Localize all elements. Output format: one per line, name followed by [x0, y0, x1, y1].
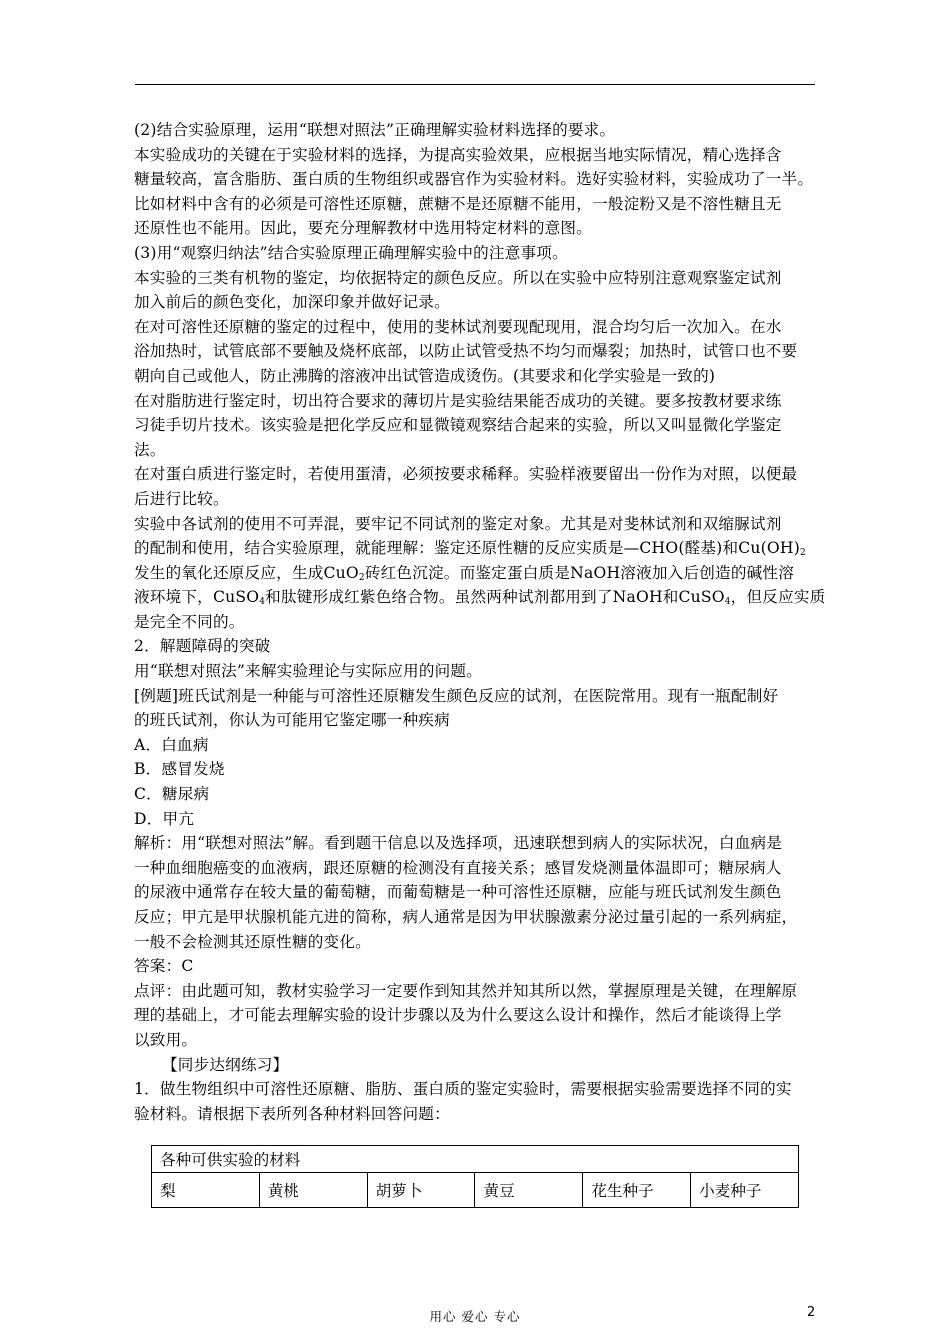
page-number: 2 — [807, 1305, 816, 1320]
text-line: 在对可溶性还原糖的鉴定的过程中，使用的斐林试剂要现配现用，混合均匀后一次加入。在水 — [134, 317, 782, 336]
text-line: 理的基础上，才可能去理解实验的设计步骤以及为什么要这么设计和操作，然后才能谈得上学 — [134, 1006, 782, 1025]
text-span: 砖红色沉淀。而鉴定蛋白质是NaOH溶液加入后创造的碱性溶 — [364, 563, 795, 582]
table-row — [152, 1173, 799, 1208]
text-line: 以致用。 — [134, 1030, 198, 1049]
table-cell: 梨 — [152, 1173, 260, 1208]
text-line: 反应；甲亢是甲状腺机能亢进的简称，病人通常是因为甲状腺激素分泌过量引起的一系列病症， — [134, 908, 798, 926]
text-line — [134, 536, 824, 561]
option-a: A．白血病 — [134, 735, 209, 754]
text-line — [134, 585, 824, 610]
text-line: 后进行比较。 — [134, 489, 229, 508]
table-cell: 黄桃 — [259, 1173, 367, 1208]
table-header-cell: 各种可供实验的材料 — [152, 1146, 799, 1173]
text-line: 验材料。请根据下表所列各种材料回答问题： — [134, 1104, 450, 1123]
document-body — [134, 118, 824, 1126]
text-line: 浴加热时，试管底部不要触及烧杯底部，以防止试管受热不均匀而爆裂；加热时，试管口也不要 — [134, 342, 798, 361]
text-line: (3)用“观察归纳法”结合实验原理正确理解实验中的注意事项。 — [134, 243, 568, 262]
table-cell: 花生种子 — [583, 1173, 691, 1208]
text-line: 法。 — [134, 440, 166, 459]
text-line: 的尿液中通常存在较大量的葡萄糖，而葡萄糖是一种可溶性还原糖，应能与班氏试剂发生颜色 — [134, 883, 782, 902]
section-heading: 2．解题障碍的突破 — [134, 637, 271, 656]
text-line — [134, 561, 824, 586]
text-span: 的配制和使用，结合实验原理，就能理解：鉴定还原性糖的反应实质是—CHO(醛基)和Cu(OH) — [134, 539, 800, 558]
analysis-line: 解析：用“联想对照法”解。看到题干信息以及选择项，迅速联想到病人的实际状况，白血病是 — [134, 834, 783, 853]
table-header-row — [152, 1146, 799, 1173]
text-line: 习徒手切片技术。该实验是把化学反应和显微镜观察结合起来的实验，所以又叫显微化学鉴定 — [134, 416, 782, 435]
option-d: D．甲亢 — [134, 809, 195, 828]
text-line: 是完全不同的。 — [134, 612, 245, 631]
example-question: [例题]班氏试剂是一种能与可溶性还原糖发生颜色反应的试剂，在医院常用。现有一瓶配制好 — [134, 686, 779, 705]
text-span: 和肽键形成红紫色络合物。虽然两种试剂都用到了NaOH和CuSO — [265, 588, 725, 607]
text-span: ，但反应实质 — [730, 588, 826, 607]
exercise-question: 1．做生物组织中可溶性还原糖、脂肪、蛋白质的鉴定实验时，需要根据实验需要选择不同的实 — [134, 1080, 792, 1099]
text-line: (2)结合实验原理，运用“联想对照法”正确理解实验材料选择的要求。 — [134, 121, 616, 139]
text-line: 的班氏试剂，你认为可能用它鉴定哪一种疾病 — [134, 711, 450, 730]
comment-line: 点评：由此题可知，教材实验学习一定要作到知其然并知其所以然，掌握原理是关键，在理解原 — [134, 981, 798, 1000]
header-rule — [135, 84, 815, 85]
answer-line: 答案：C — [134, 957, 194, 976]
text-line: 本实验的三类有机物的鉴定，均依据特定的颜色反应。所以在实验中应特别注意观察鉴定试剂 — [134, 268, 782, 287]
materials-table — [151, 1145, 799, 1208]
subscript: 4 — [259, 597, 266, 608]
text-line: 实验中各试剂的使用不可弄混，要牢记不同试剂的鉴定对象。尤其是对斐林试剂和双缩脲试剂 — [134, 514, 782, 533]
text-line: 在对脂肪进行鉴定时，切出符合要求的薄切片是实验结果能否成功的关键。要多按教材要求练 — [134, 391, 782, 410]
text-line: 比如材料中含有的必须是可溶性还原糖，蔗糖不是还原糖不能用，一般淀粉又是不溶性糖且无 — [134, 194, 782, 213]
table-cell: 黄豆 — [475, 1173, 583, 1208]
text-line: 朝向自己或他人，防止沸腾的溶液冲出试管造成烫伤。(其要求和化学实验是一致的) — [134, 366, 716, 385]
option-b: B．感冒发烧 — [134, 760, 225, 779]
text-line: 在对蛋白质进行鉴定时，若使用蛋清，必须按要求稀释。实验样液要留出一份作为对照，以便最 — [134, 465, 798, 484]
text-line: 还原性也不能用。因此，要充分理解教材中选用特定材料的意图。 — [134, 219, 593, 238]
text-span: 液环境下，CuSO — [134, 588, 260, 607]
text-span: 发生的氧化还原反应，生成CuO — [134, 563, 359, 582]
text-line: 糖量较高，富含脂肪、蛋白质的生物组织或器官作为实验材料。选好实验材料，实验成功了一半。 — [134, 170, 814, 189]
exercise-heading: 【同步达纲练习】 — [162, 1055, 289, 1074]
text-line: 用“联想对照法”来解实验理论与实际应用的问题。 — [134, 662, 483, 681]
footer-slogan: 用心 爱心 专心 — [429, 1309, 521, 1324]
table-cell: 小麦种子 — [691, 1173, 799, 1208]
subscript: 4 — [724, 597, 731, 608]
table-cell: 胡萝卜 — [367, 1173, 475, 1208]
subscript: 2 — [800, 548, 806, 559]
text-line: 一般不会检测其还原性糖的变化。 — [134, 932, 371, 951]
subscript: 2 — [358, 572, 365, 583]
text-line: 一种血细胞癌变的血液病，跟还原糖的检测没有直接关系；感冒发烧测量体温即可；糖尿病人 — [134, 858, 782, 877]
text-line: 加入前后的颜色变化，加深印象并做好记录。 — [134, 293, 450, 312]
option-c: C．糖尿病 — [134, 785, 210, 804]
text-line: 本实验成功的关键在于实验材料的选择，为提高实验效果，应根据当地实际情况，精心选择含 — [134, 145, 782, 164]
